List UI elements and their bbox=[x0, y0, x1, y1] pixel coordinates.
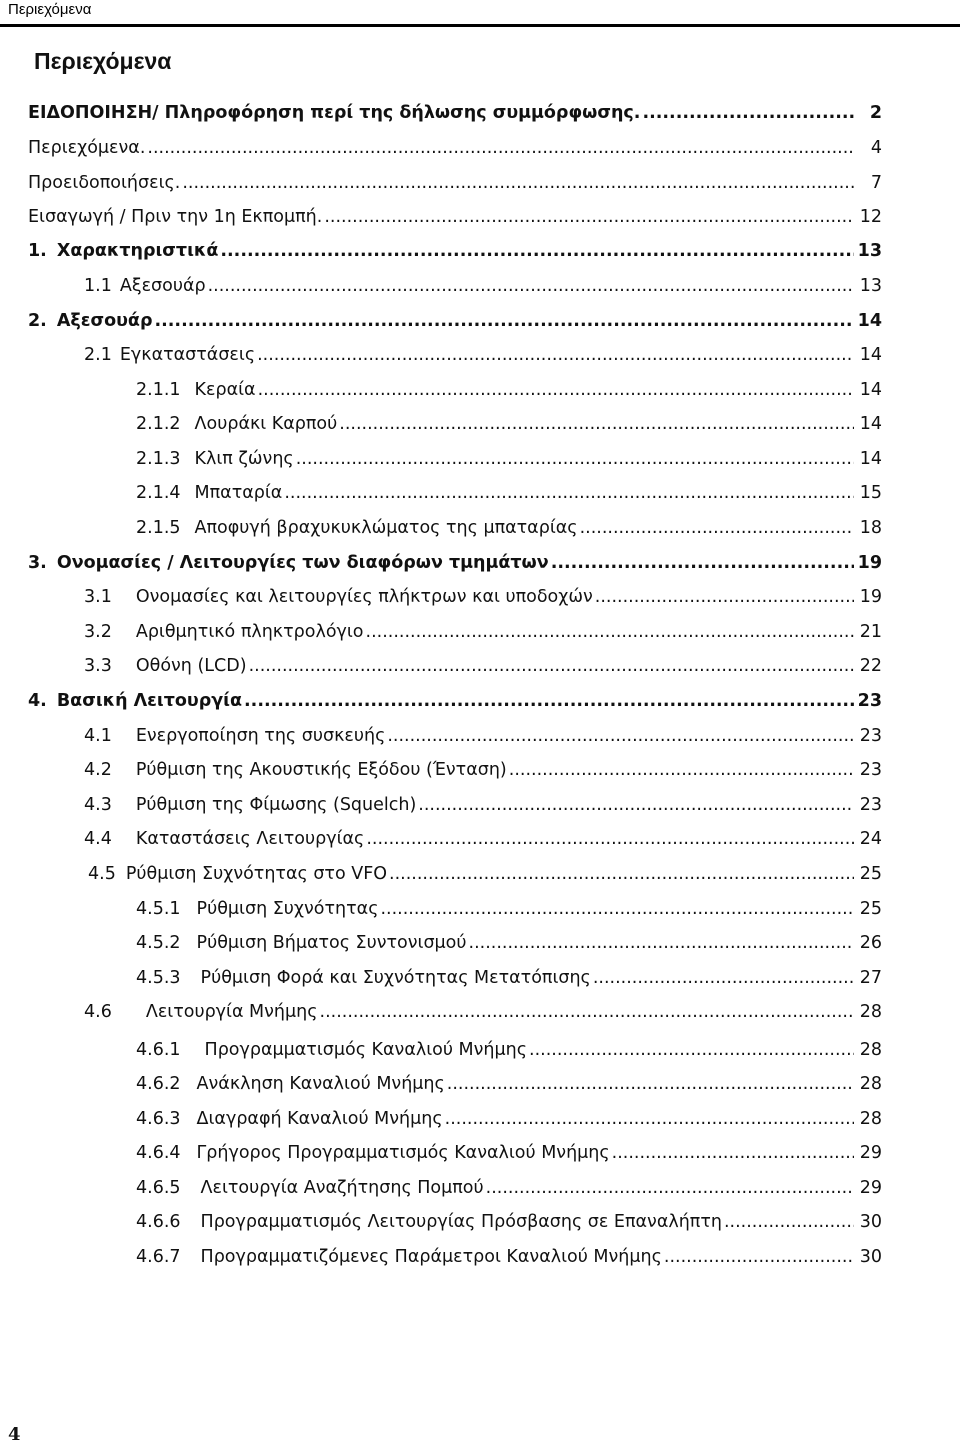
toc-entry-page: 13 bbox=[859, 276, 882, 296]
toc-entry-title: Χαρακτηριστικά bbox=[56, 241, 219, 261]
running-header-label: Περιεχόμενα bbox=[8, 1, 92, 18]
toc-entry[interactable] bbox=[136, 1109, 882, 1135]
toc-entry[interactable] bbox=[136, 414, 882, 440]
toc-entry[interactable] bbox=[28, 553, 882, 579]
toc-entry-page: 14 bbox=[859, 449, 882, 469]
toc-entry-page: 25 bbox=[859, 899, 882, 919]
toc-entry-page: 23 bbox=[859, 726, 882, 746]
toc-entry-title: Εγκαταστάσεις bbox=[119, 345, 256, 365]
toc-leader-dots bbox=[612, 1143, 854, 1163]
toc-entry[interactable] bbox=[84, 276, 882, 302]
toc-entry[interactable] bbox=[84, 1002, 882, 1028]
toc-entry-number: 2.1.5 bbox=[136, 518, 181, 538]
toc-entry[interactable] bbox=[84, 795, 882, 821]
toc-entry-page: 14 bbox=[859, 380, 882, 400]
toc-entry[interactable] bbox=[84, 760, 882, 786]
toc-entry-title: Αριθμητικό πληκτρολόγιο bbox=[135, 622, 364, 642]
toc-entry-page: 12 bbox=[859, 207, 882, 227]
toc-entry-page: 19 bbox=[857, 553, 882, 573]
toc-entry-page: 13 bbox=[857, 241, 882, 261]
toc-entry-number: 3.2 bbox=[84, 622, 112, 642]
toc-entry-number: 4.5.2 bbox=[136, 933, 181, 953]
toc-entry-title: Προγραμματιζόμενες Παράμετροι Καναλιού Μνήμης bbox=[200, 1247, 662, 1267]
toc-entry-title: Λειτουργία Μνήμης bbox=[145, 1002, 318, 1022]
toc-leader-dots bbox=[324, 207, 854, 227]
toc-leader-dots bbox=[387, 726, 854, 746]
page-number: 4 bbox=[8, 1424, 21, 1445]
toc-leader-dots bbox=[445, 1109, 854, 1129]
toc-entry-page: 15 bbox=[859, 483, 882, 503]
toc-entry-page: 30 bbox=[859, 1247, 882, 1267]
toc-title: Περιεχόμενα bbox=[34, 48, 172, 74]
toc-entry-title: Αξεσουάρ bbox=[56, 311, 153, 331]
toc-entry[interactable] bbox=[136, 1212, 882, 1238]
toc-entry-number: 3.1 bbox=[84, 587, 112, 607]
toc-entry-page: 4 bbox=[870, 138, 882, 158]
toc-entry-page: 14 bbox=[859, 345, 882, 365]
toc-entry-title: Λουράκι Καρπού bbox=[194, 414, 338, 434]
toc-entry-number: 4.6.7 bbox=[136, 1247, 181, 1267]
toc-entry[interactable] bbox=[28, 691, 882, 717]
toc-leader-dots bbox=[509, 760, 854, 780]
toc-leader-dots bbox=[418, 795, 854, 815]
toc-entry-page: 23 bbox=[859, 760, 882, 780]
toc-entry-number: 1. bbox=[28, 241, 47, 261]
toc-entry[interactable] bbox=[136, 483, 882, 509]
toc-entry-page: 28 bbox=[859, 1109, 882, 1129]
toc-entry-title: Ρύθμιση Συχνότητας στο VFO bbox=[125, 864, 388, 884]
toc-entry-number: 4.3 bbox=[84, 795, 112, 815]
toc-entry-number: 4.2 bbox=[84, 760, 112, 780]
toc-entry-title: Οθόνη (LCD) bbox=[135, 656, 247, 676]
toc-leader-dots bbox=[339, 414, 854, 434]
toc-entry[interactable] bbox=[84, 829, 882, 855]
toc-leader-dots bbox=[182, 173, 854, 193]
toc-entry-page: 28 bbox=[859, 1002, 882, 1022]
toc-entry-number: 4.6.2 bbox=[136, 1074, 181, 1094]
toc-entry[interactable] bbox=[136, 518, 882, 544]
toc-leader-dots bbox=[320, 1002, 854, 1022]
toc-entry-page: 14 bbox=[857, 311, 882, 331]
toc-entry-page: 30 bbox=[859, 1212, 882, 1232]
toc-entry-number: 4.6.6 bbox=[136, 1212, 181, 1232]
toc-entry-number: 4.5.1 bbox=[136, 899, 181, 919]
toc-entry-title: Προγραμματισμός Λειτουργίας Πρόσβασης σε Επαναλήπτη bbox=[200, 1212, 722, 1232]
toc-entry-page: 7 bbox=[870, 173, 882, 193]
toc-entry-number: 4.4 bbox=[84, 829, 112, 849]
toc-leader-dots bbox=[724, 1212, 854, 1232]
toc-entry-page: 14 bbox=[859, 414, 882, 434]
toc-entry-page: 27 bbox=[859, 968, 882, 988]
toc-entry-number: 4.6.5 bbox=[136, 1178, 181, 1198]
toc-entry-number: 2.1.4 bbox=[136, 483, 181, 503]
toc-entry-title: Καταστάσεις Λειτουργίας bbox=[135, 829, 365, 849]
toc-entry[interactable] bbox=[136, 899, 882, 925]
toc-entry-number: 2. bbox=[28, 311, 47, 331]
toc-entry-page: 28 bbox=[859, 1040, 882, 1060]
toc-leader-dots bbox=[580, 518, 854, 538]
toc-leader-dots bbox=[642, 103, 854, 123]
toc-entry[interactable] bbox=[28, 138, 882, 164]
toc-entry[interactable] bbox=[28, 241, 882, 267]
toc-entry[interactable] bbox=[136, 1040, 882, 1066]
toc-entry-title: Ονομασίες / Λειτουργίες των διαφόρων τμημάτων bbox=[56, 553, 549, 573]
toc-entry-title: Προειδοποιήσεις. bbox=[28, 173, 181, 193]
toc-entry-number: 4.5 bbox=[88, 864, 116, 884]
toc-entry-title: Εισαγωγή / Πριν την 1η Εκπομπή. bbox=[28, 207, 323, 227]
toc-entry[interactable] bbox=[136, 1178, 882, 1204]
toc-entry[interactable] bbox=[84, 587, 882, 613]
toc-entry-page: 23 bbox=[859, 795, 882, 815]
toc-entry-number: 4.6.4 bbox=[136, 1143, 181, 1163]
toc-entry[interactable] bbox=[28, 207, 882, 233]
toc-entry-title: Ρύθμιση Συχνότητας bbox=[196, 899, 379, 919]
toc-entry-title: Λειτουργία Αναζήτησης Πομπού bbox=[200, 1178, 484, 1198]
toc-entry-title: Ρύθμιση της Ακουστικής Εξόδου (Ένταση) bbox=[135, 760, 507, 780]
toc-entry-page: 28 bbox=[859, 1074, 882, 1094]
toc-entry-title: Μπαταρία bbox=[194, 483, 283, 503]
toc-entry[interactable] bbox=[28, 173, 882, 199]
toc-entry[interactable] bbox=[136, 449, 882, 475]
toc-entry-number: 2.1.2 bbox=[136, 414, 181, 434]
toc-leader-dots bbox=[208, 276, 854, 296]
toc-entry-title: Αξεσουάρ bbox=[119, 276, 206, 296]
toc-entry-title: Περιεχόμενα. bbox=[28, 138, 146, 158]
toc-leader-dots bbox=[258, 380, 854, 400]
toc-entry[interactable] bbox=[136, 1247, 882, 1273]
toc-leader-dots bbox=[147, 138, 854, 158]
toc-leader-dots bbox=[366, 622, 854, 642]
toc-entry[interactable] bbox=[136, 1143, 882, 1169]
toc-entry[interactable] bbox=[136, 380, 882, 406]
toc-entry-title: Διαγραφή Καναλιού Μνήμης bbox=[196, 1109, 443, 1129]
toc-leader-dots bbox=[249, 656, 854, 676]
toc-entry-number: 3. bbox=[28, 553, 47, 573]
toc-entry-page: 2 bbox=[869, 103, 882, 123]
toc-entry-title: Αποφυγή βραχυκυκλώματος της μπαταρίας bbox=[194, 518, 578, 538]
toc-leader-dots bbox=[154, 311, 854, 331]
toc-entry-page: 26 bbox=[859, 933, 882, 953]
toc-leader-dots bbox=[296, 449, 854, 469]
toc-entry[interactable] bbox=[88, 864, 882, 890]
toc-entry[interactable] bbox=[84, 345, 882, 371]
toc-entry-title: Βασική Λειτουργία bbox=[56, 691, 243, 711]
toc-leader-dots bbox=[366, 829, 854, 849]
toc-leader-dots bbox=[593, 968, 854, 988]
toc-entry-number: 4.1 bbox=[84, 726, 112, 746]
toc-entry-page: 24 bbox=[859, 829, 882, 849]
toc-entry[interactable] bbox=[84, 622, 882, 648]
toc-entry-title: Ρύθμιση Φορά και Συχνότητας Μετατόπισης bbox=[200, 968, 591, 988]
toc-entry-number: 4.6.3 bbox=[136, 1109, 181, 1129]
toc-entry-title: Προγραμματισμός Καναλιού Μνήμης bbox=[204, 1040, 527, 1060]
toc-entry-title: Ρύθμιση Βήματος Συντονισμού bbox=[196, 933, 467, 953]
toc-leader-dots bbox=[257, 345, 854, 365]
toc-leader-dots bbox=[469, 933, 854, 953]
toc-entry-title: Ενεργοποίηση της συσκευής bbox=[135, 726, 386, 746]
toc-leader-dots bbox=[447, 1074, 854, 1094]
toc-entry[interactable] bbox=[28, 103, 882, 129]
toc-entry-title: Ονομασίες και λειτουργίες πλήκτρων και υποδοχών bbox=[135, 587, 593, 607]
toc-entry-number: 4.6.1 bbox=[136, 1040, 181, 1060]
toc-entry-number: 4. bbox=[28, 691, 47, 711]
toc-leader-dots bbox=[244, 691, 854, 711]
toc-entry-title: ΕΙΔΟΠΟΙΗΣΗ/ Πληροφόρηση περί της δήλωσης συμμόρφωσης. bbox=[28, 103, 641, 123]
toc-entry-title: Κλιπ ζώνης bbox=[194, 449, 294, 469]
toc-entry-page: 29 bbox=[859, 1143, 882, 1163]
toc-leader-dots bbox=[486, 1178, 854, 1198]
toc-leader-dots bbox=[664, 1247, 854, 1267]
toc-entry-title: Γρήγορος Προγραμματισμός Καναλιού Μνήμης bbox=[196, 1143, 610, 1163]
toc-entry[interactable] bbox=[136, 1074, 882, 1100]
toc-entry-number: 4.5.3 bbox=[136, 968, 181, 988]
toc-entry-number: 2.1 bbox=[84, 345, 112, 365]
toc-entry-page: 19 bbox=[859, 587, 882, 607]
toc-leader-dots bbox=[220, 241, 854, 261]
toc-entry[interactable] bbox=[84, 656, 882, 682]
toc-leader-dots bbox=[284, 483, 854, 503]
toc-entry-number: 1.1 bbox=[84, 276, 112, 296]
toc-entry[interactable] bbox=[28, 311, 882, 337]
toc-entry-page: 29 bbox=[859, 1178, 882, 1198]
toc-entry-number: 4.6 bbox=[84, 1002, 112, 1022]
toc-entry-page: 23 bbox=[857, 691, 882, 711]
toc-entry[interactable] bbox=[136, 933, 882, 959]
toc-leader-dots bbox=[389, 864, 854, 884]
toc-entry-title: Κεραία bbox=[194, 380, 256, 400]
toc-leader-dots bbox=[380, 899, 854, 919]
toc-entry[interactable] bbox=[136, 968, 882, 994]
toc-leader-dots bbox=[595, 587, 854, 607]
toc-entry[interactable] bbox=[84, 726, 882, 752]
toc-leader-dots bbox=[551, 553, 854, 573]
toc-entry-page: 22 bbox=[859, 656, 882, 676]
toc-entry-page: 18 bbox=[859, 518, 882, 538]
toc-entry-number: 2.1.1 bbox=[136, 380, 181, 400]
toc-leader-dots bbox=[529, 1040, 854, 1060]
toc-entry-page: 25 bbox=[859, 864, 882, 884]
toc-entry-title: Ανάκληση Καναλιού Μνήμης bbox=[196, 1074, 445, 1094]
toc-entry-number: 2.1.3 bbox=[136, 449, 181, 469]
toc-entry-title: Ρύθμιση της Φίμωσης (Squelch) bbox=[135, 795, 417, 815]
toc-entry-number: 3.3 bbox=[84, 656, 112, 676]
toc-entry-page: 21 bbox=[859, 622, 882, 642]
